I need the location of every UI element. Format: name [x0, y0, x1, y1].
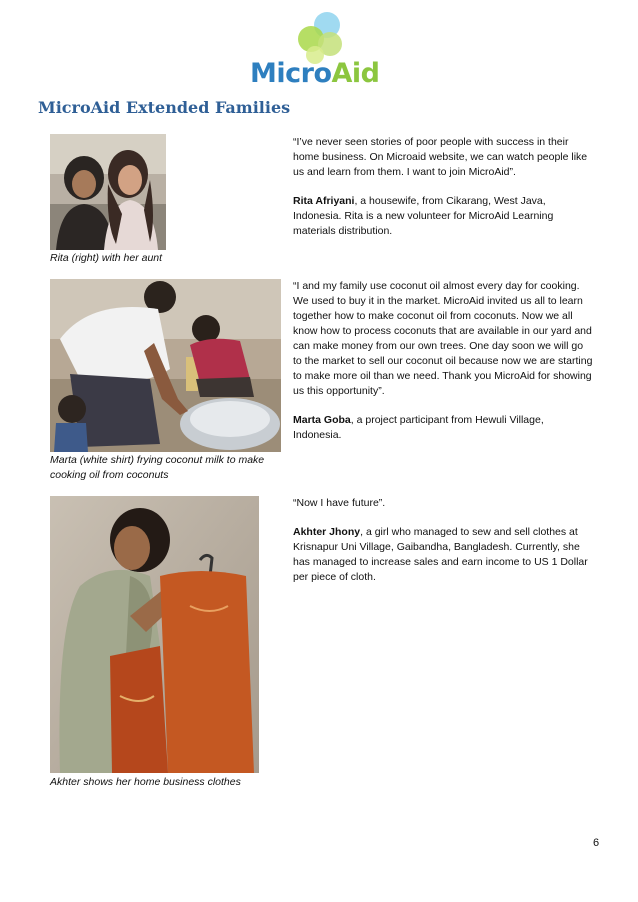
photo-rita [50, 134, 166, 250]
bio-marta [293, 413, 593, 443]
logo-circles-icon [292, 12, 352, 64]
quote-akhter: “Now I have future”. [293, 497, 386, 509]
quote-rita: “I’ve never seen stories of poor people with success in their home business. On Microaid website, we can watch people like us and learn from them. I want to join MicroAid”. [293, 136, 588, 178]
story-rita [293, 135, 593, 253]
name-rita: Rita Afriyani [293, 195, 355, 207]
page-number: 6 [593, 837, 600, 849]
page-heading: MicroAid Extended Families [38, 98, 291, 117]
bio-rita [293, 194, 593, 239]
photo-marta [50, 279, 281, 452]
name-marta: Marta Goba [293, 414, 351, 426]
photo-akhter [50, 496, 259, 773]
description-rita: , a housewife, from Cikarang, West Java, Indonesia. Rita is a new volunteer for MicroAid Learning materials distribution. [293, 195, 554, 237]
microaid-logo [248, 12, 390, 88]
logo-wordmark [250, 58, 379, 89]
name-akhter: Akhter Jhony [293, 526, 361, 538]
bio-akhter [293, 525, 593, 585]
caption-marta: Marta (white shirt) frying coconut milk to make cooking oil from coconuts [50, 454, 265, 481]
caption-rita: Rita (right) with her aunt [50, 252, 163, 264]
caption-akhter: Akhter shows her home business clothes [50, 776, 241, 788]
quote-marta: “I and my family use coconut oil almost every day for cooking. We used to buy it in the market. MicroAid invited us all to learn together how to make coconut oil from coconuts. Now we all know how to process coconuts that are available in our yard and can make money from our own trees. One day soon we will go to the market to sell our coconut oil because now we are starting to make more oil than we need. Thank you MicroAid for showing us this opportunity”. [293, 280, 593, 397]
description-akhter: , a girl who managed to sew and sell clothes at Krisnapur Uni Village, Gaibandha, Bangladesh. Currently, she has managed to increase sales and earn income to US 1 Dollar per piece of cloth. [293, 526, 588, 583]
logo-micro-text: Micro [250, 58, 332, 89]
story-marta [293, 279, 593, 457]
logo-aid-text: Aid [331, 58, 380, 89]
description-marta: , a project participant from Hewuli Village, Indonesia. [293, 414, 544, 441]
story-akhter [293, 496, 593, 599]
